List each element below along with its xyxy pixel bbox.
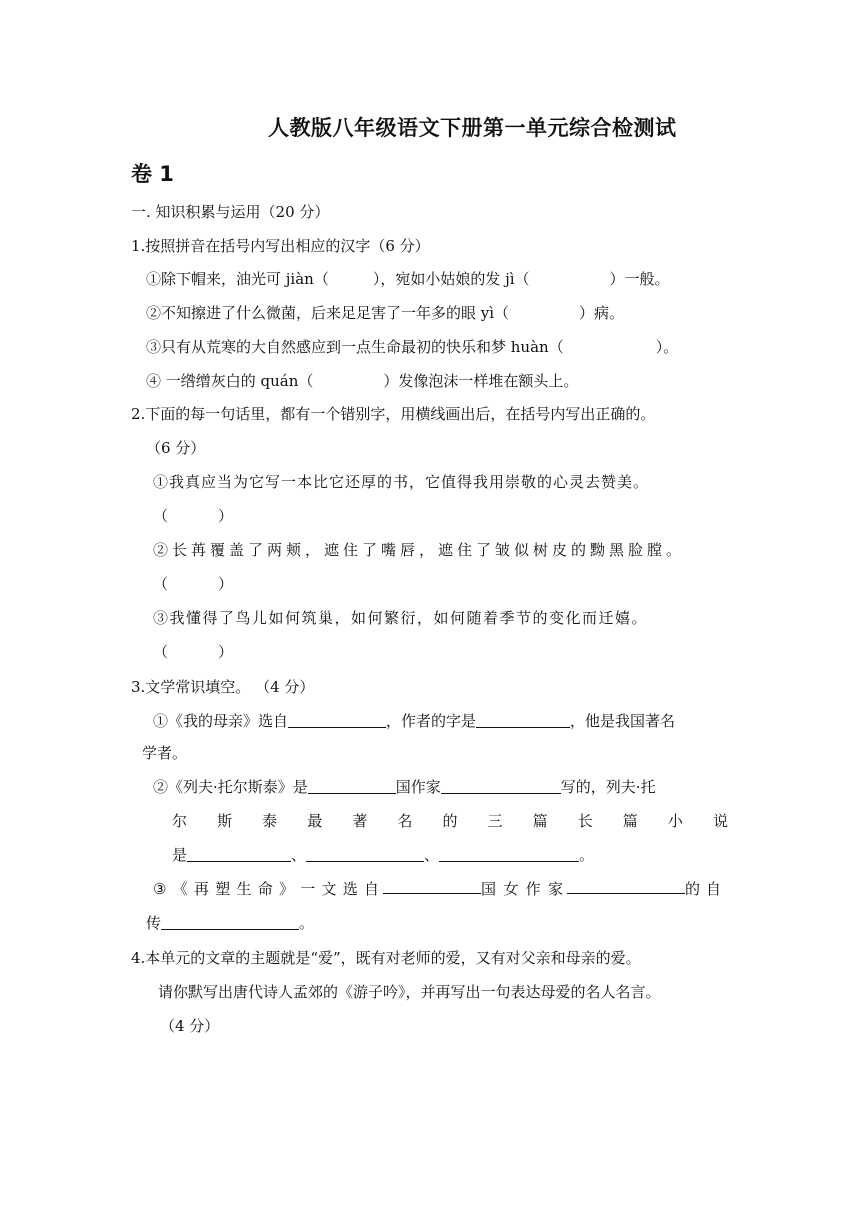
question-2-answer-2 [153,574,233,594]
char: 斯 [217,812,233,830]
paren-open: （ [153,643,169,661]
q1-item1-part2: ），宛如小姑娘的发 jì（ [372,270,530,288]
question-2-answer-1 [153,506,233,526]
char: 小 [667,812,683,830]
question-3-item-2-justified [172,811,728,831]
answer-blank [476,713,570,728]
char: 命 [257,880,273,898]
q3-item1-part1: ①《我的母亲》选自 [153,712,289,730]
question-1-item-3 [146,337,678,357]
q3-item2-part2: 国作家 [395,778,441,796]
paren-open: （ [153,575,169,593]
q1-item2-part2: ）病。 [579,304,625,322]
separator: 、 [291,846,307,864]
q3-item3-part2 [481,879,563,899]
q1-item3-part2: ）。 [655,338,679,356]
char: 《 [172,880,188,898]
q1-item1-part1: ①除下帽来，油光可 jiàn（ [146,270,329,288]
q3-item2-part3: 写的，列夫·托 [560,778,656,796]
char: 一 [300,880,316,898]
paren-close: ） [218,643,234,661]
question-2-score: （6 分） [146,439,206,457]
q1-item4-part2: ）发像泡沫一样堆在额头上。 [383,372,579,390]
question-4-line-2: 请你默写出唐代诗人孟郊的《游子吟》，并再写出一句表达母爱的名人名言。 [158,983,661,1001]
answer-blank [439,847,579,862]
question-2-answer-3 [153,642,233,662]
q3-item3-part4: 传 [146,914,162,932]
char: 说 [712,812,728,830]
period: 。 [579,846,595,864]
question-3-item-1-cont: 学者。 [142,744,188,762]
period: 。 [299,914,315,932]
answer-blank [288,713,386,728]
question-3-item-2-blanks [172,845,594,865]
q3-item2-part1: ②《列夫·托尔斯泰》是 [153,778,308,796]
char: 泰 [262,812,278,830]
char: 著 [352,812,368,830]
char: 最 [307,812,323,830]
char: 篇 [622,812,638,830]
question-1-item-2 [146,303,624,323]
answer-blank [308,779,396,794]
question-2-sentence-1: ①我真应当为它写一本比它还厚的书，它值得我用崇敬的心灵去赞美。 [153,473,650,491]
answer-blank [161,915,299,930]
char: 再 [193,880,209,898]
char: 篇 [532,812,548,830]
answer-blank [187,847,291,862]
q3-item1-part2: ，作者的字是 [386,712,477,730]
q3-item3-part3: 的自 [685,880,728,898]
q1-item2-part1: ②不知擦进了什么微菌，后来足足害了一年多的眼 yì（ [146,304,510,322]
q1-item1-part3: ）一般。 [609,270,670,288]
question-3-item-1 [153,711,675,731]
q3-item3-part1 [153,879,379,899]
answer-blank [567,879,685,894]
char: 国 [481,880,497,898]
char: 》 [278,880,294,898]
char: 选 [342,880,358,898]
char: 长 [577,812,593,830]
answer-blank [441,779,561,794]
char: 尔 [172,812,188,830]
char: 作 [525,880,541,898]
answer-blank [383,879,481,894]
char: 塑 [215,880,231,898]
question-4-score: （4 分） [160,1017,220,1035]
question-1-item-1 [146,269,670,289]
char: 的 [442,812,458,830]
separator: 、 [424,846,440,864]
section-heading: 一. 知识积累与运用（20 分） [131,203,330,221]
question-3-stem: 3.文学常识填空。 （4 分） [131,678,315,696]
char: 名 [397,812,413,830]
char: 自 [363,880,379,898]
paren-open: （ [153,507,169,525]
question-3-item-3-cont [146,913,314,933]
question-1-stem: 1.按照拼音在括号内写出相应的汉字（6 分） [131,237,430,255]
char: 女 [503,880,519,898]
document-title: 人教版八年级语文下册第一单元综合检测试 [268,116,677,140]
paren-close: ） [218,575,234,593]
question-2-sentence-3: ③我懂得了鸟儿如何筑巢，如何繁衍，如何随着季节的变化而迁嬉。 [153,609,649,627]
question-2-sentence-2: ②长苒覆盖了两颊，遮住了嘴唇，遮住了皱似树皮的黝黑脸膛。 [153,541,686,559]
question-3-item-3 [153,879,728,899]
document-title-continued: 卷 1 [131,162,174,186]
question-1-item-4 [146,371,578,391]
char: 文 [321,880,337,898]
question-3-item-2 [153,777,656,797]
question-2-stem: 2.下面的每一句话里，都有一个错别字，用横线画出后，在括号内写出正确的。 [131,405,656,423]
paren-close: ） [218,507,234,525]
char: 三 [487,812,503,830]
question-4-stem: 4.本单元的文章的主题就是“爱”，既有对老师的爱，又有对父亲和母亲的爱。 [131,949,641,967]
char: ③ [153,880,167,898]
q1-item3-part1: ③只有从荒寒的大自然感应到一点生命最初的快乐和梦 huàn（ [146,338,564,356]
char: 家 [547,880,563,898]
q3-item1-part3: ，他是我国著名 [570,712,676,730]
char: 生 [236,880,252,898]
q1-item4-part1: ④ 一绺缯灰白的 quán（ [146,372,314,390]
q3-item2-part4: 是 [172,846,188,864]
answer-blank [306,847,424,862]
